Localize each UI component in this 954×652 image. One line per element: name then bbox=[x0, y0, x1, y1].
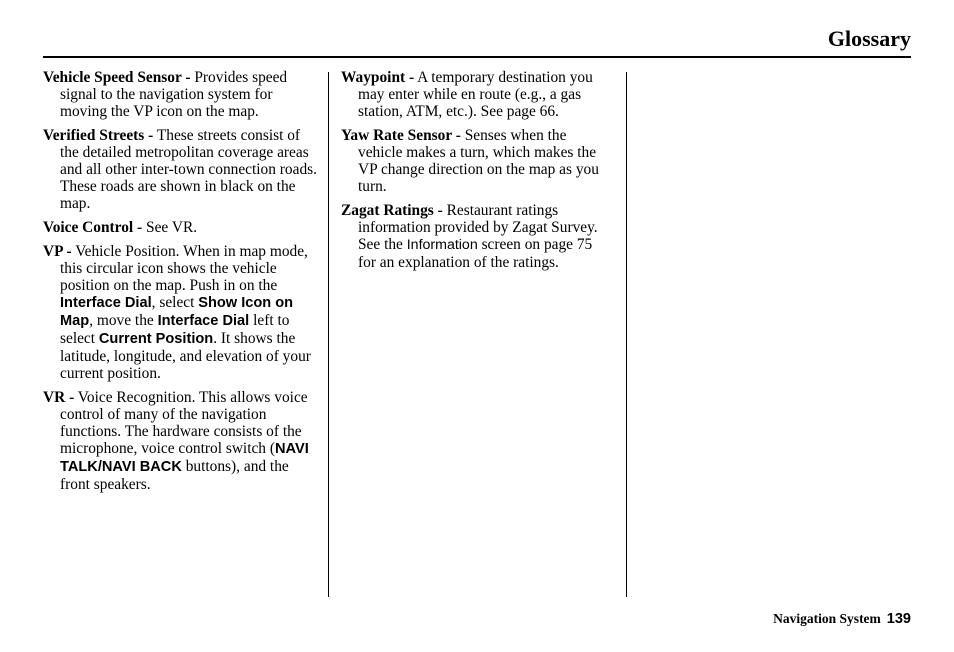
entry-text: These streets consist of the detailed metropolitan coverage areas and all other inter-town connection roads. These roads are shown in black on the map. bbox=[60, 127, 317, 212]
entry-term: Waypoint - bbox=[341, 69, 415, 86]
entry-term: Voice Control - bbox=[43, 219, 143, 236]
entry-vehicle-speed-sensor bbox=[43, 69, 317, 120]
entry-text: A temporary destination you may enter while en route (e.g., a gas station, ATM, etc.). See page 66. bbox=[358, 69, 593, 120]
entry-text: , select bbox=[151, 294, 199, 311]
entry-yaw-rate-sensor bbox=[341, 127, 613, 195]
ui-label-show-icon-on-map: Show Icon on Map bbox=[60, 295, 294, 329]
entry-text: Provides speed signal to the navigation system for moving the VP icon on the map. bbox=[60, 69, 288, 120]
entry-term: Yaw Rate Sensor - bbox=[341, 127, 461, 144]
ui-label-information: Information bbox=[406, 237, 478, 253]
entry-term: Zagat Ratings - bbox=[341, 202, 443, 219]
entry-text: Restaurant ratings information provided by Zagat Survey. See the bbox=[358, 202, 598, 253]
entry-vp bbox=[43, 243, 317, 382]
glossary-column-1 bbox=[43, 69, 317, 500]
entry-text: Voice Recognition. This allows voice control of many of the navigation functions. The hardware consists of the microphone, voice control switch ( bbox=[60, 389, 308, 457]
entry-text: Vehicle Position. When in map mode, this circular icon shows the vehicle position on the map. Push in on the bbox=[60, 243, 308, 294]
page-title: Glossary bbox=[827, 26, 911, 51]
ui-label-interface-dial: Interface Dial bbox=[157, 313, 250, 329]
entry-text: buttons), and the front speakers. bbox=[60, 458, 289, 493]
column-divider-left bbox=[328, 72, 329, 597]
footer-label: Navigation System bbox=[773, 611, 881, 626]
ui-label-navi-talk-back: NAVI TALK/NAVI BACK bbox=[60, 441, 309, 475]
entry-waypoint bbox=[341, 69, 613, 120]
ui-label-current-position: Current Position bbox=[98, 331, 214, 347]
entry-text: Senses when the vehicle makes a turn, which makes the VP change direction on the map as you turn. bbox=[358, 127, 599, 195]
entry-text: screen on page 75 for an explanation of the ratings. bbox=[358, 236, 593, 271]
glossary-column-2 bbox=[341, 69, 613, 278]
header-rule bbox=[43, 56, 911, 58]
page-number: 139 bbox=[886, 611, 911, 627]
entry-text: . It shows the latitude, longitude, and elevation of your current position. bbox=[60, 330, 311, 382]
entry-text: left to select bbox=[60, 312, 290, 347]
entry-vr bbox=[43, 389, 317, 493]
entry-zagat-ratings bbox=[341, 202, 613, 271]
entry-term: Verified Streets - bbox=[43, 127, 154, 144]
column-divider-right bbox=[626, 72, 627, 597]
entry-term: Vehicle Speed Sensor - bbox=[43, 69, 191, 86]
entry-term: VR - bbox=[43, 389, 75, 406]
entry-voice-control bbox=[43, 219, 317, 236]
ui-label-interface-dial: Interface Dial bbox=[60, 295, 152, 311]
entry-term: VP - bbox=[43, 243, 72, 260]
entry-text: See VR. bbox=[142, 219, 198, 236]
entry-verified-streets bbox=[43, 127, 317, 212]
entry-text: , move the bbox=[89, 312, 158, 329]
page-footer bbox=[773, 610, 911, 628]
